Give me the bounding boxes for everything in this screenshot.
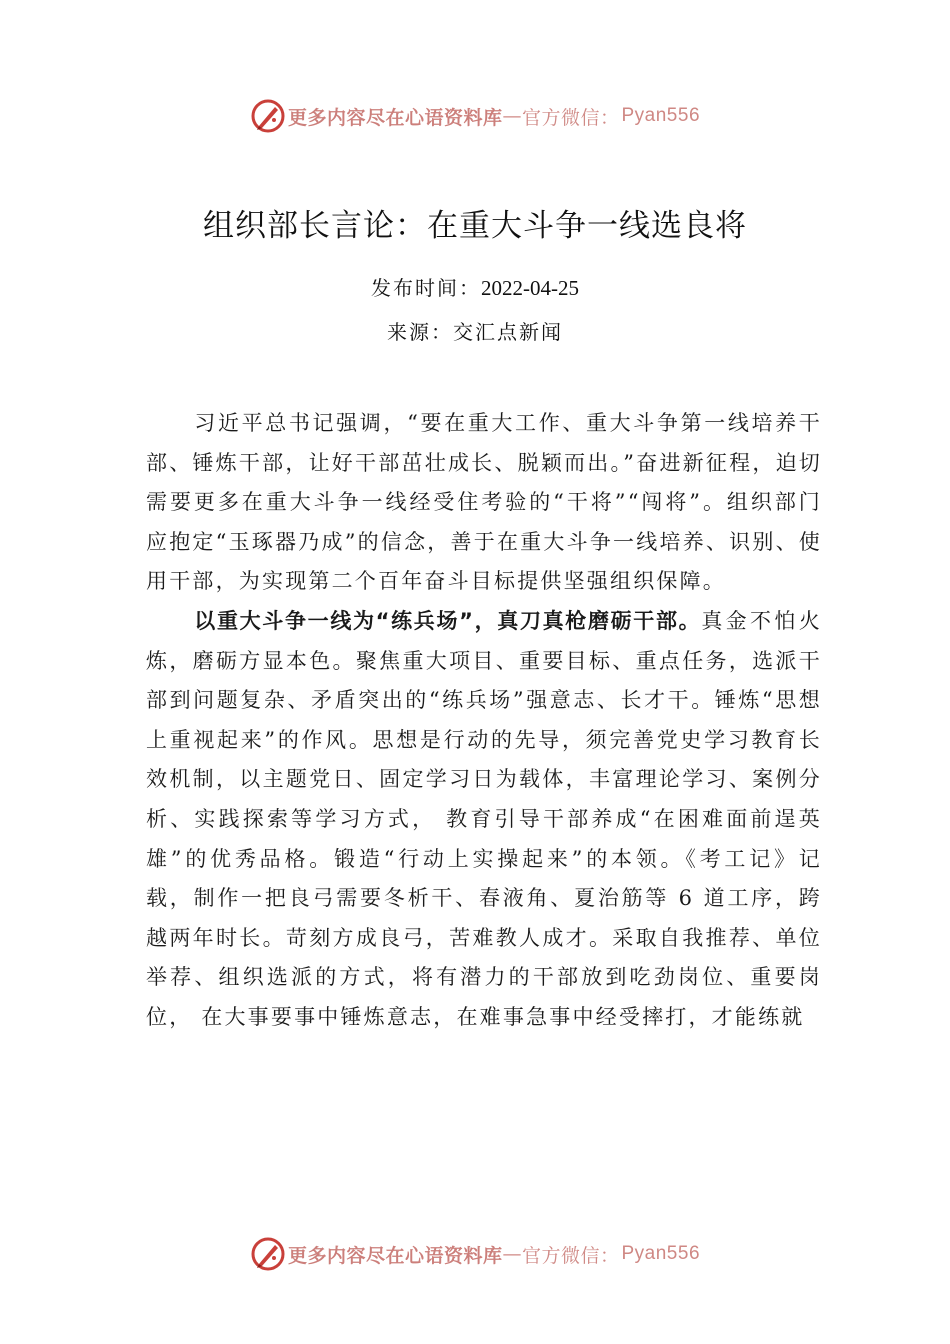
header-watermark-banner	[0, 96, 950, 136]
article-source: 来源：交汇点新闻	[387, 320, 563, 344]
banner-dash: —	[502, 105, 522, 127]
article-body	[146, 404, 822, 1038]
library-name: 更多内容尽在心语资料库	[287, 1244, 503, 1267]
library-name: 更多内容尽在心语资料库	[287, 106, 503, 129]
paragraph-2	[146, 602, 822, 1038]
publish-date-label: 发布时间：	[371, 276, 481, 300]
footer-watermark-banner	[0, 1234, 950, 1274]
publish-date	[0, 272, 950, 301]
wechat-id: Pyan556	[621, 1243, 701, 1264]
banner-dash: —	[502, 1243, 522, 1265]
pen-logo-icon	[250, 1236, 286, 1272]
article-title: 组织部长言论：在重大斗争一线选良将	[203, 208, 747, 244]
wechat-label: 官方微信：	[521, 1244, 620, 1267]
paragraph-2-lead: 以重大斗争一线为“练兵场”，真刀真枪磨砺干部。	[194, 608, 702, 633]
publish-date-value: 2022-04-25	[481, 276, 579, 300]
paragraph-2-body: 真金不怕火炼，磨砺方显本色。聚焦重大项目、重要目标、重点任务，选派干部到问题复杂、矛盾突出的“练兵场”强意志、长才干。锤炼“思想上重视起来”的作风。思想是行动的先导，须完善党史学习教育长效机制，以主题党日、固定学习日为载体，丰富理论学习、案例分析、实践探索等学习方式， 教育引导干部养成“在困难面前逞英雄”的优秀品格。锻造“行动上实操起来”的本领。《考工记》记载，制作一把良弓需要冬析干、春液角、夏治筋等 6 道工序，跨越两年时长。苛刻方成良弓，苦难教人成才。采取自我推荐、单位举荐、组织选派的方式，将有潜力的干部放到吃劲岗位、重要岗位， 在大事要事中锤炼意志，在难事急事中经受摔打，才能练就	[146, 608, 822, 1029]
wechat-id: Pyan556	[621, 105, 701, 126]
pen-logo-icon	[250, 98, 286, 134]
paragraph-1: 习近平总书记强调，“要在重大工作、重大斗争第一线培养干部、锤炼干部，让好干部茁壮成长、脱颖而出。”奋进新征程，迫切需要更多在重大斗争一线经受住考验的“干将”“闯将”。组织部门应抱定“玉琢器乃成”的信念，善于在重大斗争一线培养、识别、使用干部，为实现第二个百年奋斗目标提供坚强组织保障。	[146, 411, 822, 594]
wechat-label: 官方微信：	[521, 106, 620, 129]
